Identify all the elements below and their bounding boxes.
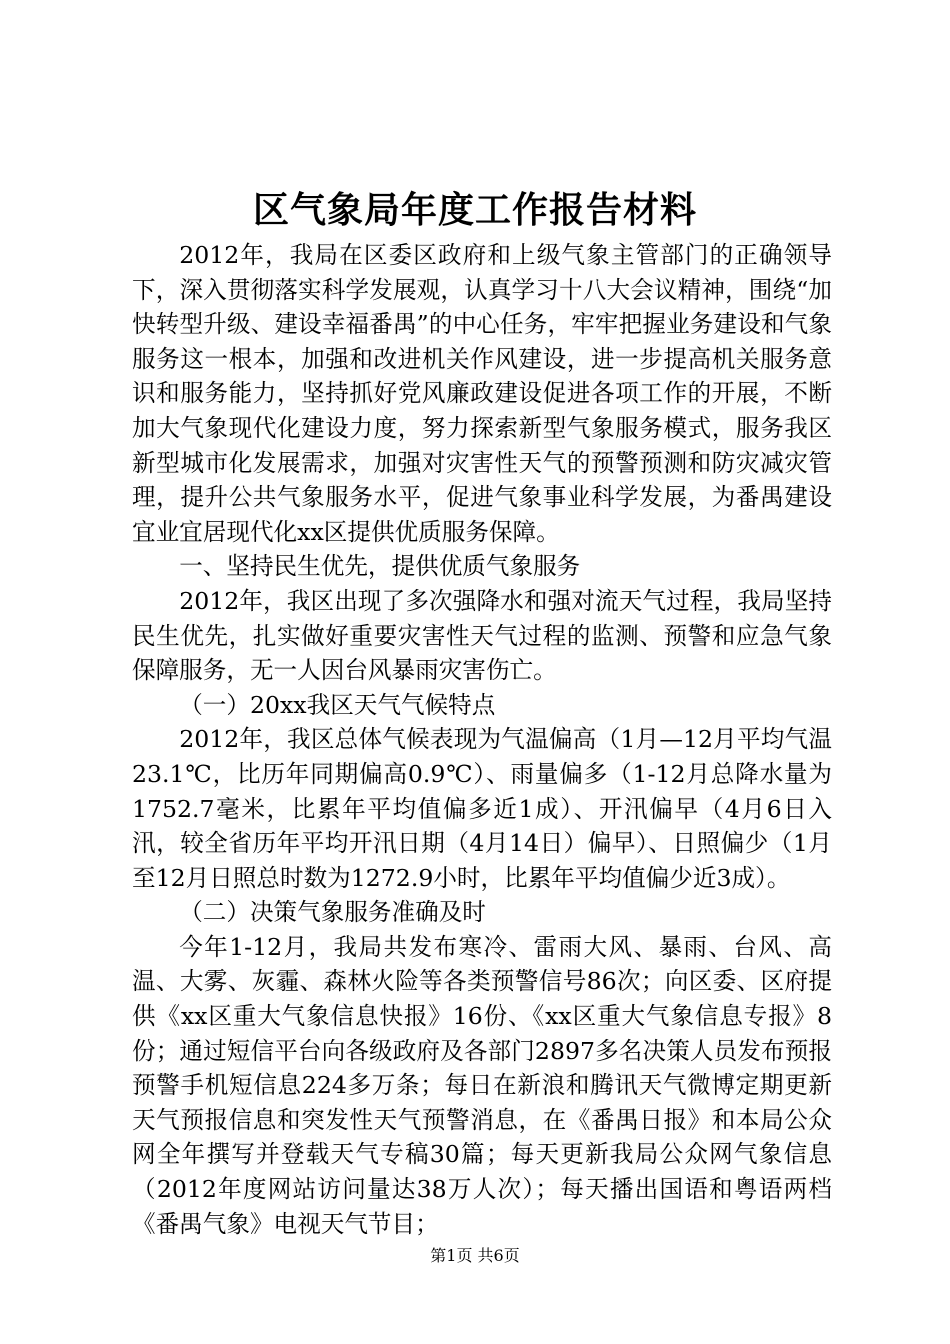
paragraph-intro: 2012年，我局在区委区政府和上级气象主管部门的正确领导下，深入贯彻落实科学发展观，认真学习十八大会议精神，围绕“加快转型升级、建设幸福番禺”的中心任务，牢牢把握业务建设和气象服务这一根本，加强和改进机关作风建设，进一步提高机关服务意识和服务能力，坚持抓好党风廉政建设促进各项工作的开展，不断加大气象现代化建设力度，努力探索新型气象服务模式，服务我区新型城市化发展需求，加强对灾害性天气的预警预测和防灾减灾管理，提升公共气象服务水平，促进气象事业科学发展，为番禺建设宜业宜居现代化xx区提供优质服务保障。 — [132, 241, 832, 546]
page-footer: 第1页 共6页 — [430, 1246, 520, 1265]
paragraph-services: 今年1-12月，我局共发布寒冷、雷雨大风、暴雨、台风、高温、大雾、灰霾、森林火险等各类预警信号86次；向区委、区府提供《xx区重大气象信息快报》16份、《xx区重大气象信息专报》8份；通过短信平台向各级政府及各部门2897多名决策人员发布预报预警手机短信息224多万条；每日在新浪和腾讯天气微博定期更新天气预报信息和突发性天气预警消息，在《番禺日报》和本局公众网全年撰写并登载天气专稿30篇；每天更新我局公众网气象信息（2012年度网站访问量达38万人次）；每天播出国语和粤语两档《番禺气象》电视天气节目； — [132, 932, 832, 1238]
subsection-heading-1: （一）20xx我区天气气候特点 — [179, 690, 496, 719]
document-title: 区气象局年度工作报告材料 — [252, 189, 697, 231]
paragraph-section-1: 2012年，我区出现了多次强降水和强对流天气过程，我局坚持民生优先，扎实做好重要灾害性天气过程的监测、预警和应急气象保障服务，无一人因台风暴雨灾害伤亡。 — [132, 586, 832, 685]
section-heading-1: 一、坚持民生优先，提供优质气象服务 — [179, 552, 581, 581]
document-body — [132, 238, 832, 1241]
subsection-heading-2: （二）决策气象服务准确及时 — [179, 898, 486, 927]
paragraph-climate: 2012年，我区总体气候表现为气温偏高（1月—12月平均气温23.1℃，比历年同期偏高0.9℃）、雨量偏多（1-12月总降水量为1752.7毫米，比累年平均值偏多近1成）、开汛偏早（4月6日入汛，较全省历年平均开汛日期（4月14日）偏早）、日照偏少（1月至12月日照总时数为1272.9小时，比累年平均值偏少近3成）。 — [132, 725, 832, 892]
